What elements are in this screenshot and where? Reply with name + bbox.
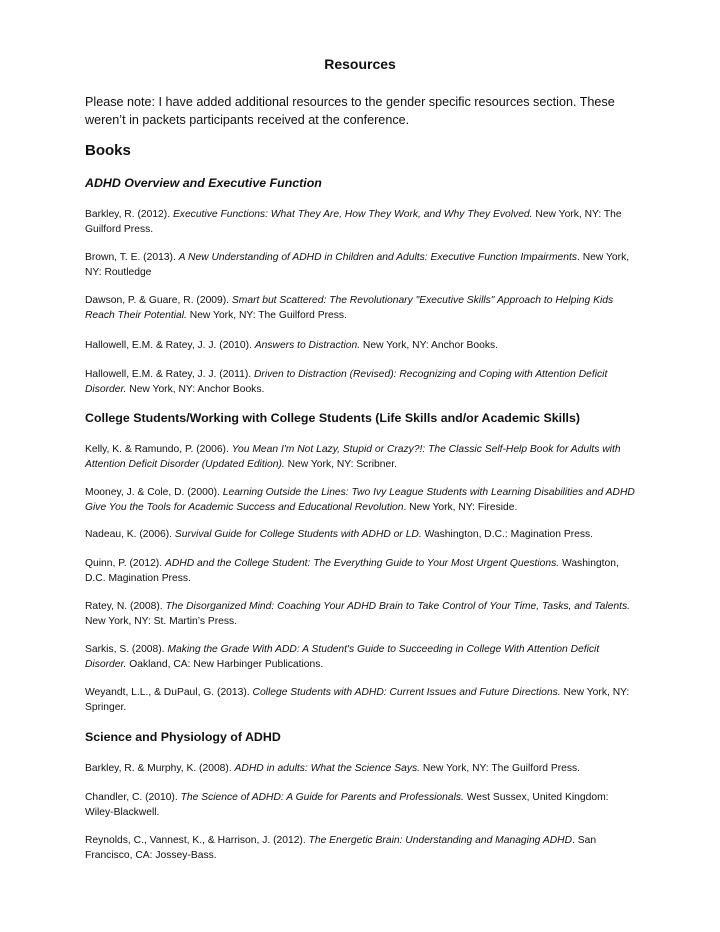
entry-author: Barkley, R. (2012). — [85, 209, 173, 220]
entry-publisher: Washington, D.C. Magination Press. — [85, 558, 619, 584]
entry-publisher: New York, NY: St. Martin’s Press. — [85, 615, 238, 627]
entry-title: College Students with ADHD: Current Issues and Future Directions. — [252, 687, 561, 698]
entry-author: Mooney, J. & Cole, D. (2000). — [85, 487, 223, 498]
entry-author: Chandler, C. (2010). — [85, 792, 181, 803]
entry-title: A New Understanding of ADHD in Children and Adults: Executive Function Impairments — [178, 252, 578, 263]
entry-title: Smart but Scattered: The Revolutionary "Executive Skills" Approach to Helping Kids Reach Their Potential. — [85, 295, 614, 321]
entry-title: The Energetic Brain: Understanding and Managing ADHD — [308, 835, 573, 846]
entry-publisher: Oakland, CA: New Harbinger Publications. — [126, 658, 324, 670]
books-heading: Books — [85, 142, 131, 159]
entry-title: The Science of ADHD: A Guide for Parents and Professionals. — [180, 792, 464, 803]
entry-author: Reynolds, C., Vannest, K., & Harrison, J. (2012). — [85, 835, 309, 846]
entry-title: Answers to Distraction. — [254, 340, 361, 351]
entry-publisher: . New York, NY: Routledge — [85, 252, 630, 278]
entry-title: Making the Grade With ADD: A Student's Guide to Succeeding in College With Attention Deficit Disorder. — [85, 644, 600, 670]
entry-publisher: New York, NY: The Guilford Press. — [186, 309, 347, 321]
entry-publisher: New York, NY: Scribner. — [284, 458, 397, 470]
reference-entry — [85, 294, 638, 323]
reference-entry — [85, 600, 638, 629]
section-heading-science: Science and Physiology of ADHD — [85, 730, 281, 744]
reference-entry — [85, 834, 638, 863]
section-heading-college: College Students/Working with College Students (Life Skills and/or Academic Skills) — [85, 411, 581, 425]
reference-entry — [85, 486, 638, 515]
reference-entry — [85, 762, 638, 777]
entry-publisher: . San Francisco, CA: Jossey-Bass. — [85, 835, 597, 861]
note-paragraph: Please note: I have added additional resources to the gender specific resources section. These weren’t in packets participants received at the conference. — [85, 95, 615, 127]
entry-title: Survival Guide for College Students with ADHD or LD. — [174, 529, 422, 540]
entry-title: ADHD in adults: What the Science Says. — [234, 763, 420, 774]
reference-entry — [85, 251, 638, 280]
entry-title: You Mean I'm Not Lazy, Stupid or Crazy?!: The Classic Self-Help Book for Adults with Attention Deficit Disorder (Updated Edition). — [85, 444, 621, 470]
entry-title: Executive Functions: What They Are, How They Work, and Why They Evolved. — [172, 209, 533, 220]
reference-entry — [85, 528, 638, 543]
reference-entry — [85, 208, 638, 237]
reference-entry — [85, 643, 638, 672]
entry-publisher: . New York, NY: Fireside. — [403, 501, 518, 513]
entry-author: Kelly, K. & Ramundo, P. (2006). — [85, 444, 232, 455]
entry-author: Dawson, P. & Guare, R. (2009). — [85, 295, 232, 306]
reference-entry — [85, 686, 638, 715]
entry-author: Ratey, N. (2008). — [85, 601, 166, 612]
entry-publisher: New York, NY: Anchor Books. — [360, 340, 498, 351]
entry-author: Nadeau, K. (2006). — [85, 529, 175, 540]
entry-title: The Disorganized Mind: Coaching Your ADHD Brain to Take Control of Your Time, Tasks, and Talents. — [165, 601, 630, 612]
entry-title: Learning Outside the Lines: Two Ivy League Students with Learning Disabilities and ADHD Give You the Tools for Academic Success and Educational Revolution — [85, 487, 635, 513]
entry-author: Brown, T. E. (2013). — [85, 252, 179, 263]
reference-entry — [85, 368, 638, 397]
entry-author: Hallowell, E.M. & Ratey, J. J. (2010). — [85, 340, 255, 351]
entry-publisher: New York, NY: The Guilford Press. — [419, 763, 581, 774]
entry-publisher: New York, NY: The Guilford Press. — [85, 209, 622, 235]
entry-publisher: Washington, D.C.: Magination Press. — [421, 529, 594, 540]
reference-entry — [85, 339, 638, 354]
entry-author: Weyandt, L.L., & DuPaul, G. (2013). — [85, 687, 253, 698]
reference-entry — [85, 557, 638, 586]
entry-title: ADHD and the College Student: The Everything Guide to Your Most Urgent Questions. — [164, 558, 560, 569]
entry-publisher: West Sussex, United Kingdom: Wiley-Blackwell. — [85, 792, 609, 818]
entry-author: Barkley, R. & Murphy, K. (2008). — [85, 763, 235, 774]
section-heading-overview: ADHD Overview and Executive Function — [85, 176, 322, 190]
reference-entry — [85, 443, 638, 472]
entry-author: Quinn, P. (2012). — [85, 558, 165, 569]
entry-title: Driven to Distraction (Revised): Recognizing and Coping with Attention Deficit Disorder. — [85, 369, 608, 395]
entry-author: Hallowell, E.M. & Ratey, J. J. (2011). — [85, 369, 254, 380]
entry-publisher: New York, NY: Springer. — [85, 687, 630, 713]
reference-entry — [85, 791, 638, 820]
page-title: Resources — [324, 56, 396, 72]
entry-publisher: New York, NY: Anchor Books. — [126, 383, 265, 395]
entry-author: Sarkis, S. (2008). — [85, 644, 168, 655]
